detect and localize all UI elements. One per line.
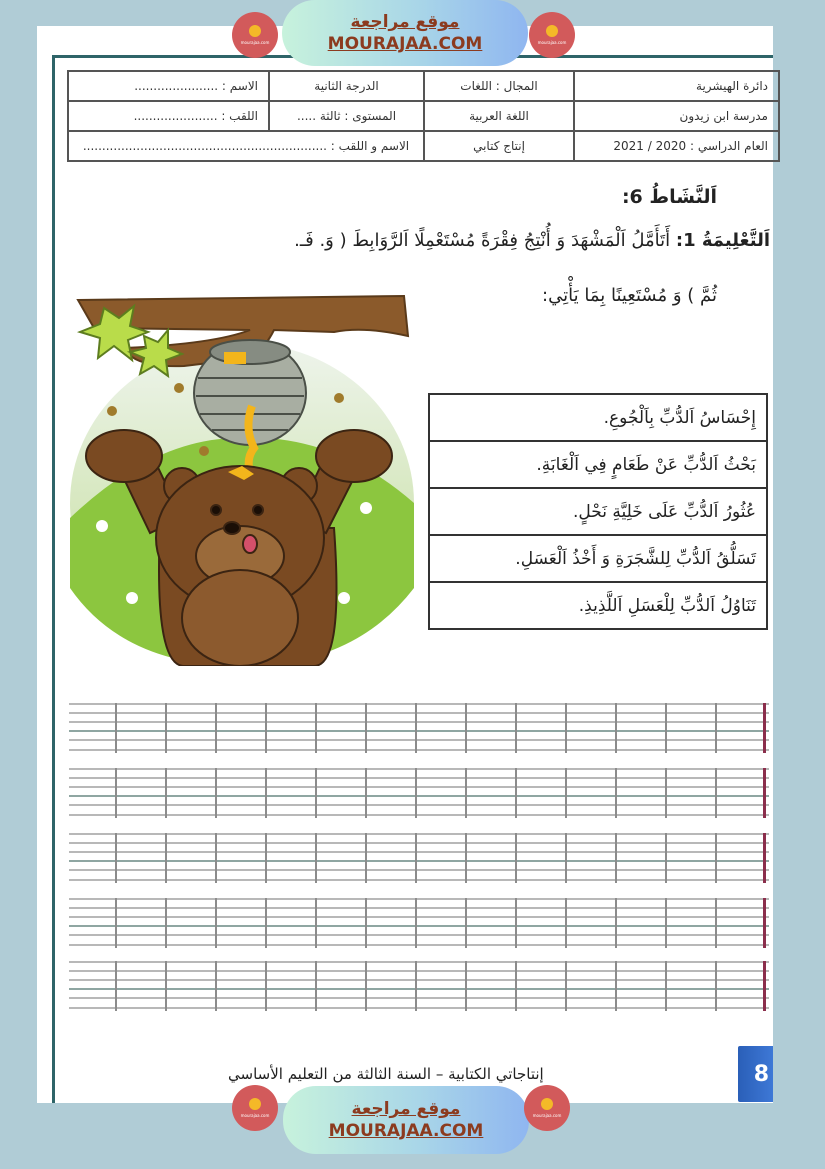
- header-cell: المستوى : ثالثة .....: [269, 101, 424, 131]
- book-logo-icon: [541, 1098, 553, 1110]
- writing-lines-block: [69, 768, 769, 818]
- table-row: [429, 488, 767, 535]
- instruction-text: أَتَأَمَّلُ اَلْمَشْهَدَ وَ أُنْتِجُ فِقْرَةً مُسْتَعْمِلًا اَلرَّوَابِطَ ( وَ. فَـ.: [294, 230, 671, 251]
- badge-text: mourajaa.com: [240, 40, 270, 45]
- watermark-badge-logo-icon: [232, 1085, 278, 1131]
- full-name-field: الاسم و اللقب : ................................................................: [68, 131, 424, 161]
- page-frame-left: [52, 55, 55, 1103]
- header-cell: المجال : اللغات: [424, 71, 574, 101]
- header-cell: العام الدراسي : 2020 / 2021: [574, 131, 779, 161]
- book-logo-icon: [546, 25, 558, 37]
- surname-field: اللقب : ......................: [68, 101, 269, 131]
- header-row: [68, 101, 779, 131]
- writing-lines-block: [69, 961, 769, 1011]
- book-logo-icon: [249, 25, 261, 37]
- header-cell: دائرة الهيشرية: [574, 71, 779, 101]
- instruction-label: اَلتَّعْلِيمَةُ 1:: [675, 230, 770, 251]
- writing-lines-block: [69, 898, 769, 948]
- watermark-badge-logo-icon: [529, 12, 575, 58]
- watermark-banner-top[interactable]: [282, 0, 528, 66]
- table-row: [429, 441, 767, 488]
- margin-line: [763, 898, 766, 948]
- table-row: [429, 582, 767, 629]
- header-row: [68, 71, 779, 101]
- event-cell: بَحْثُ اَلدُّبِّ عَنْ طَعَامٍ فِي اَلْغَابَةِ.: [429, 441, 767, 488]
- margin-line: [763, 833, 766, 883]
- header-info-table: [67, 70, 780, 162]
- watermark-arabic: موقع مراجعة: [350, 12, 460, 32]
- writing-lines-block: [69, 833, 769, 883]
- table-row: [429, 394, 767, 441]
- footer-title: إنتاجاتي الكتابية – السنة الثالثة من التعليم الأساسي: [228, 1065, 544, 1083]
- instruction-line-2: ثُمَّ ) وَ مُسْتَعِينًا بِمَا يَأْتِي:: [542, 285, 717, 306]
- book-logo-icon: [249, 1098, 261, 1110]
- writing-lines-block: [69, 703, 769, 753]
- event-cell: عُثُورُ اَلدُّبِّ عَلَى خَلِيَّةِ نَحْلٍ.: [429, 488, 767, 535]
- badge-text: mourajaa.com: [537, 40, 567, 45]
- badge-text: mourajaa.com: [240, 1113, 270, 1118]
- header-cell: اللغة العربية: [424, 101, 574, 131]
- watermark-badge-logo-icon: [232, 12, 278, 58]
- header-cell: إنتاج كتابي: [424, 131, 574, 161]
- bear-beehive-illustration: [64, 288, 414, 666]
- instruction-line-1: [294, 230, 770, 251]
- event-cell: تَسَلُّقُ اَلدُّبِّ لِلشَّجَرَةِ وَ أَخْذُ اَلْعَسَلِ.: [429, 535, 767, 582]
- event-cell: إِحْسَاسُ اَلدُّبِّ بِاَلْجُوعِ.: [429, 394, 767, 441]
- watermark-banner-bottom[interactable]: [283, 1086, 529, 1154]
- watermark-site: MOURAJAA.COM: [328, 1121, 484, 1141]
- watermark-arabic: موقع مراجعة: [351, 1099, 461, 1119]
- activity-title: اَلنَّشَاطُ 6:: [621, 186, 717, 208]
- story-events-table: [428, 393, 768, 630]
- header-cell: الدرجة الثانية: [269, 71, 424, 101]
- margin-line: [763, 768, 766, 818]
- name-field: الاسم : ......................: [68, 71, 269, 101]
- event-cell: تَنَاوُلُ اَلدُّبِّ لِلْعَسَلِ اَللَّذِيذِ.: [429, 582, 767, 629]
- header-cell: مدرسة ابن زيدون: [574, 101, 779, 131]
- margin-line: [763, 961, 766, 1011]
- page-number-tab: 8: [738, 1046, 773, 1102]
- margin-line: [763, 703, 766, 753]
- watermark-badge-logo-icon: [524, 1085, 570, 1131]
- badge-text: mourajaa.com: [532, 1113, 562, 1118]
- watermark-site: MOURAJAA.COM: [327, 34, 483, 54]
- header-row: [68, 131, 779, 161]
- table-row: [429, 535, 767, 582]
